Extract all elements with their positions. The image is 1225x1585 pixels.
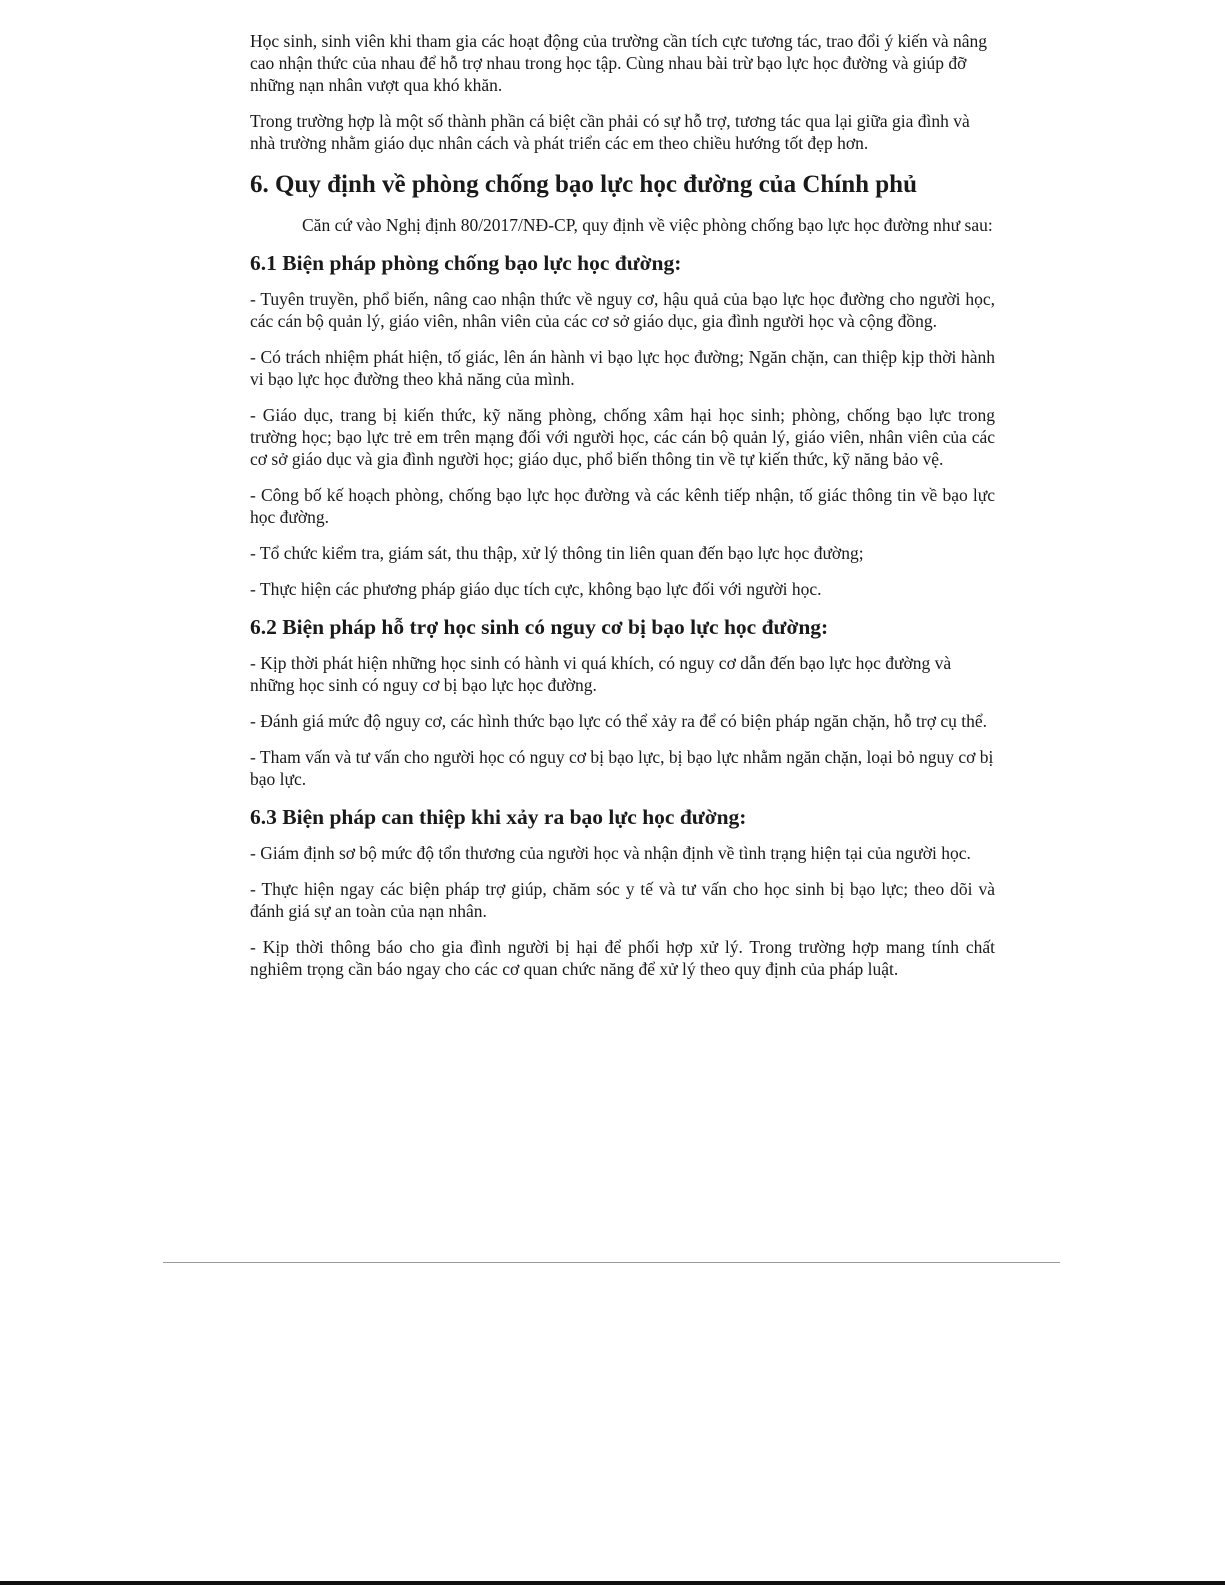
list-item: - Kịp thời phát hiện những học sinh có hành vi quá khích, có nguy cơ dẫn đến bạo lực học đường và những học sinh có nguy cơ bị bạo lực học đường.	[250, 653, 952, 695]
list-item: - Tổ chức kiểm tra, giám sát, thu thập, xử lý thông tin liên quan đến bạo lực học đường;	[250, 543, 864, 563]
intro-paragraph: Học sinh, sinh viên khi tham gia các hoạt động của trường cần tích cực tương tác, trao đổi ý kiến và nâng cao nhận thức của nhau để hỗ trợ nhau trong học tập. Cùng nhau bài trừ bạo lực học đường và giúp đỡ những nạn nhân vượt qua khó khăn.	[250, 31, 988, 95]
section-6-1-heading: 6.1 Biện pháp phòng chống bạo lực học đường:	[250, 251, 682, 275]
section-6-3-heading: 6.3 Biện pháp can thiệp khi xảy ra bạo lực học đường:	[250, 805, 747, 829]
list-item: - Giáo dục, trang bị kiến thức, kỹ năng phòng, chống xâm hại học sinh; phòng, chống bạo lực trong trường học; bạo lực trẻ em trên mạng đối với người học, các cán bộ quản lý, giáo viên, nhân viên của các cơ sở giáo dục và gia đình người học; giáo dục, phổ biến thông tin về tự kiến thức, kỹ năng bảo vệ.	[250, 405, 995, 469]
list-item: - Thực hiện các phương pháp giáo dục tích cực, không bạo lực đối với người học.	[250, 579, 822, 599]
list-item: - Thực hiện ngay các biện pháp trợ giúp, chăm sóc y tế và tư vấn cho học sinh bị bạo lực; theo dõi và đánh giá sự an toàn của nạn nhân.	[250, 879, 995, 921]
list-item: - Tham vấn và tư vấn cho người học có nguy cơ bị bạo lực, bị bạo lực nhằm ngăn chặn, loại bỏ nguy cơ bị bạo lực.	[250, 747, 994, 789]
section-6-lead: Căn cứ vào Nghị định 80/2017/NĐ-CP, quy định về việc phòng chống bạo lực học đường như sau:	[302, 215, 993, 235]
footer-divider	[163, 1262, 1060, 1263]
list-item: - Có trách nhiệm phát hiện, tố giác, lên án hành vi bạo lực học đường; Ngăn chặn, can thiệp kịp thời hành vi bạo lực học đường theo khả năng của mình.	[250, 347, 995, 389]
page-bottom-edge	[0, 1581, 1225, 1585]
list-item: - Giám định sơ bộ mức độ tổn thương của người học và nhận định về tình trạng hiện tại của người học.	[250, 843, 971, 863]
list-item: - Đánh giá mức độ nguy cơ, các hình thức bạo lực có thể xảy ra để có biện pháp ngăn chặn, hỗ trợ cụ thể.	[250, 711, 987, 731]
list-item: - Kịp thời thông báo cho gia đình người bị hại để phối hợp xử lý. Trong trường hợp mang tính chất nghiêm trọng cần báo ngay cho các cơ quan chức năng để xử lý theo quy định của pháp luật.	[250, 937, 995, 979]
intro-paragraph: Trong trường hợp là một số thành phần cá biệt cần phải có sự hỗ trợ, tương tác qua lại giữa gia đình và nhà trường nhằm giáo dục nhân cách và phát triển các em theo chiều hướng tốt đẹp hơn.	[250, 111, 970, 153]
section-6-heading: 6. Quy định về phòng chống bạo lực học đường của Chính phủ	[250, 171, 917, 198]
list-item: - Công bố kế hoạch phòng, chống bạo lực học đường và các kênh tiếp nhận, tố giác thông tin về bạo lực học đường.	[250, 485, 995, 527]
list-item: - Tuyên truyền, phổ biến, nâng cao nhận thức về nguy cơ, hậu quả của bạo lực học đường cho người học, các cán bộ quản lý, giáo viên, nhân viên của các cơ sở giáo dục, gia đình người học và cộng đồng.	[250, 289, 995, 331]
section-6-2-heading: 6.2 Biện pháp hỗ trợ học sinh có nguy cơ bị bạo lực học đường:	[250, 615, 829, 639]
document-page	[250, 30, 995, 994]
